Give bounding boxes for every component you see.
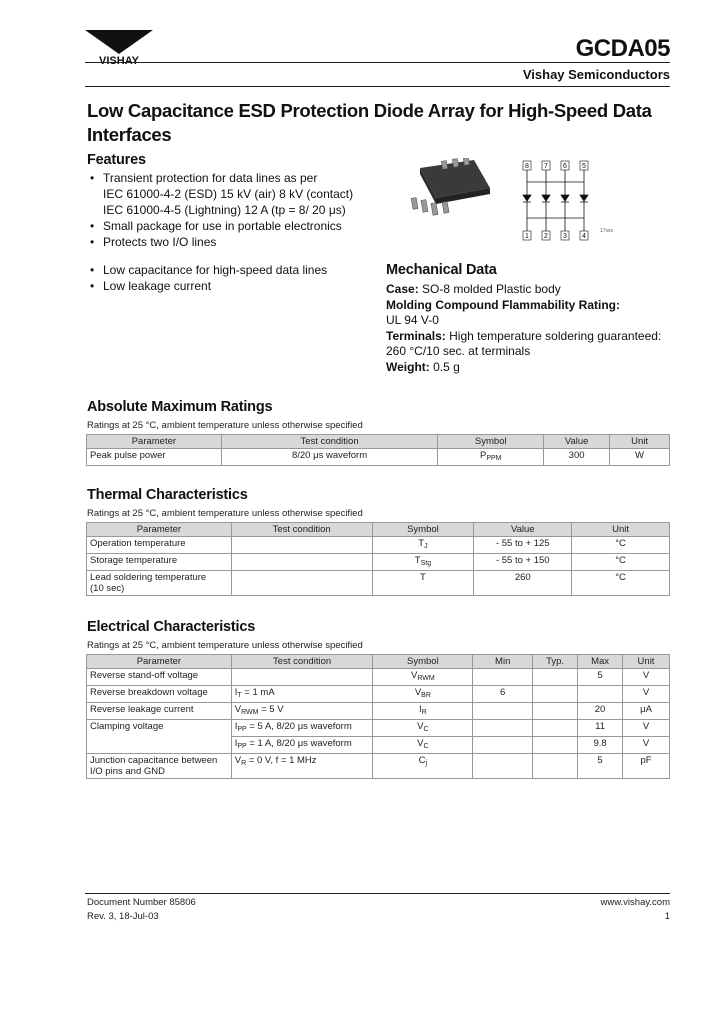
feature-item: • Small package for use in portable electronics xyxy=(90,218,353,234)
electrical-note: Ratings at 25 °C, ambient temperature unless otherwise specified xyxy=(87,640,363,651)
pin-label: 1 xyxy=(525,233,529,240)
features-heading: Features xyxy=(87,152,146,168)
thermal-note: Ratings at 25 °C, ambient temperature unless otherwise specified xyxy=(87,508,363,519)
electrical-heading: Electrical Characteristics xyxy=(87,619,256,635)
abs-max-note: Ratings at 25 °C, ambient temperature unless otherwise specified xyxy=(87,420,363,431)
table-row: $I_{PP} = 1$ A, 8/20 μs waveform $V_C$ 9.8 V xyxy=(87,737,670,754)
vishay-logo xyxy=(85,30,153,66)
electrical-table xyxy=(86,654,670,779)
table-header-row: Parameter Test condition Symbol Value Unit xyxy=(87,523,670,537)
table-row: Lead soldering temperature (10 sec) T 260 °C xyxy=(87,571,670,596)
abs-max-table xyxy=(86,434,670,466)
pin-label: 3 xyxy=(563,233,567,240)
thermal-heading: Thermal Characteristics xyxy=(87,487,248,503)
footer-rule xyxy=(85,893,670,894)
table-row: Operation temperature $T_J$ - 55 to + 125 °C xyxy=(87,537,670,554)
features-list xyxy=(90,170,353,250)
table-row: Clamping voltage $I_{PP} = 5$ A, 8/20 μs waveform $V_C$ 11 V xyxy=(87,720,670,737)
mechanical-heading: Mechanical Data xyxy=(386,262,497,278)
features-list-2 xyxy=(90,262,327,294)
so8-package-image xyxy=(402,158,494,220)
thermal-table xyxy=(86,522,670,596)
feature-item: • Protects two I/O lines xyxy=(90,234,353,250)
company-name: Vishay Semiconductors xyxy=(522,67,670,82)
mechanical-data: Case: SO-8 molded Plastic body Molding Compound Flammability Rating: UL 94 V-0 Terminals: High temperature soldering guaranteed: 260 °C/10 sec. at terminals Weight: 0.5 g xyxy=(386,282,662,374)
logo-text: VISHAY xyxy=(99,55,139,66)
header-rule-2 xyxy=(85,86,670,87)
table-row: Reverse leakage current $V_{RWM} = 5$ V $I_R$ 20 μA xyxy=(87,703,670,720)
pin-label: 7 xyxy=(544,163,548,170)
table-row: Reverse stand-off voltage $V_{RWM}$ 5 V xyxy=(87,669,670,686)
page-number: 1 xyxy=(664,911,670,922)
circuit-diagram xyxy=(514,160,594,244)
table-header-row: Parameter Test condition Symbol Min Typ. Max Unit xyxy=(87,655,670,669)
table-row: Junction capacitance between I/O pins and GND $V_R = 0$ V, f = 1 MHz $C_j$ 5 pF xyxy=(87,754,670,779)
table-row: Storage temperature $T_{Stg}$ - 55 to + 150 °C xyxy=(87,554,670,571)
feature-item: • Low leakage current xyxy=(90,278,327,294)
pin-label: 2 xyxy=(544,233,548,240)
table-row: Peak pulse power 8/20 μs waveform $P_{PPM}$ 300 W xyxy=(87,449,670,466)
pin-label: 6 xyxy=(563,163,567,170)
table-row: Reverse breakdown voltage $I_T = 1$ mA $V_{BR}$ 6 V xyxy=(87,686,670,703)
pin-label: 4 xyxy=(582,233,586,240)
revision: Rev. 3, 18-Jul-03 xyxy=(87,911,159,922)
abs-max-heading: Absolute Maximum Ratings xyxy=(87,399,273,415)
feature-item: • Transient protection for data lines as per IEC 61000-4-2 (ESD) 15 kV (air) 8 kV (contact) IEC 61000-4-5 (Lightning) 12 A (tp = 8/ 20 μs) xyxy=(90,170,353,218)
pin-label: 5 xyxy=(582,163,586,170)
document-title: Low Capacitance ESD Protection Diode Array for High-Speed Data Interfaces xyxy=(87,100,652,145)
header-rule xyxy=(85,62,670,63)
doc-number: Document Number 85806 xyxy=(87,897,196,908)
diagram-ref: 17xxx xyxy=(600,228,614,234)
feature-item: • Low capacitance for high-speed data lines xyxy=(90,262,327,278)
logo-triangle xyxy=(85,30,153,54)
website-link[interactable]: www.vishay.com xyxy=(600,897,670,908)
pin-label: 8 xyxy=(525,163,529,170)
table-header-row: Parameter Test condition Symbol Value Unit xyxy=(87,435,670,449)
part-number: GCDA05 xyxy=(575,35,670,62)
